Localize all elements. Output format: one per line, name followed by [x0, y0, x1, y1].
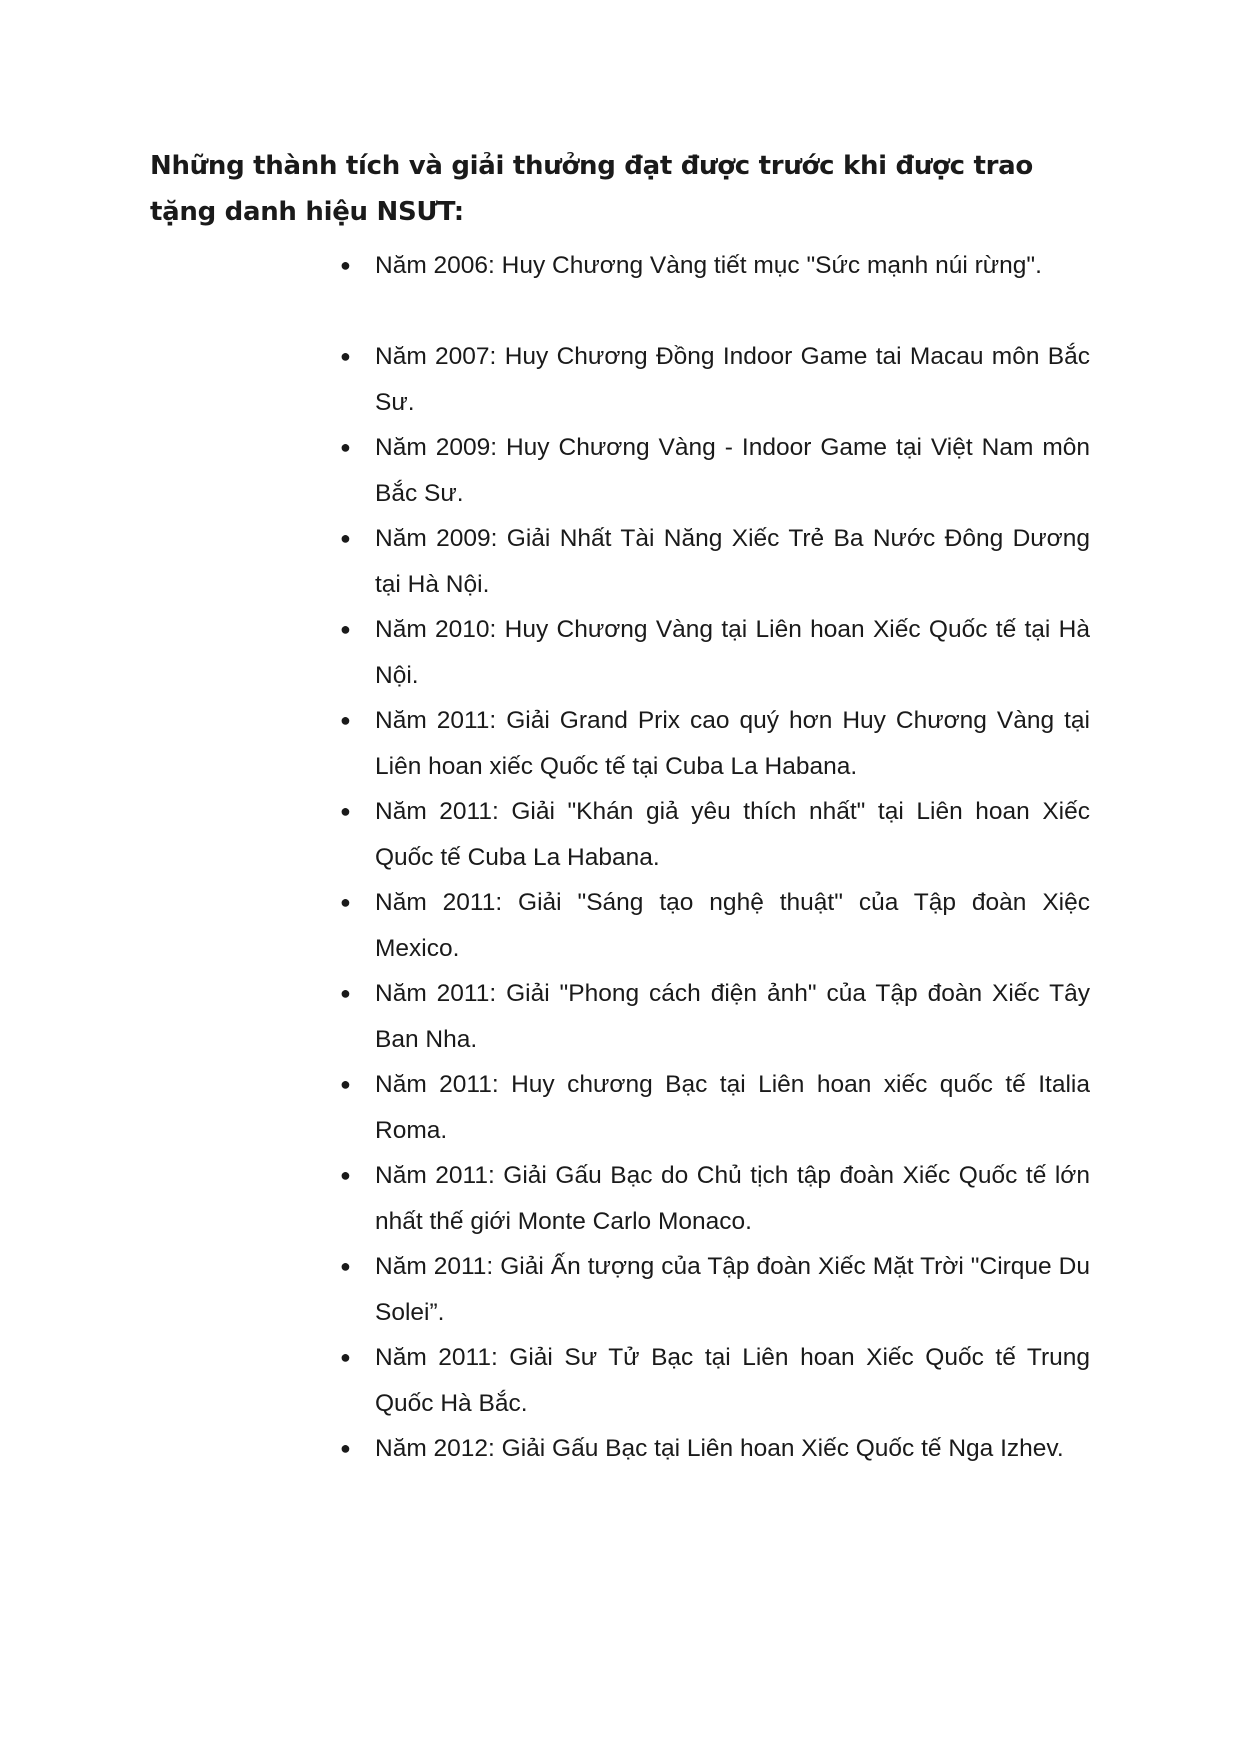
list-item [340, 1335, 1090, 1426]
list-item [340, 334, 1090, 425]
bullet-icon: ● [340, 983, 351, 1003]
bullet-icon: ● [340, 437, 351, 457]
list-item-text: Năm 2010: Huy Chương Vàng tại Liên hoan Xiếc Quốc tế tại Hà Nội. [375, 616, 1090, 689]
bullet-icon: ● [340, 528, 351, 548]
bullet-icon: ● [340, 619, 351, 639]
list-item [340, 516, 1090, 607]
bullet-icon: ● [340, 255, 351, 275]
list-item [340, 243, 1090, 334]
list-item [340, 789, 1090, 880]
list-item-text: Năm 2007: Huy Chương Đồng Indoor Game tai Macau môn Bắc Sư. [375, 343, 1090, 416]
list-item-text: Năm 2011: Giải Grand Prix cao quý hơn Huy Chương Vàng tại Liên hoan xiếc Quốc tế tại Cuba La Habana. [375, 707, 1090, 780]
list-item [340, 1062, 1090, 1153]
list-item-text: Năm 2011: Giải Sư Tử Bạc tại Liên hoan Xiếc Quốc tế Trung Quốc Hà Bắc. [375, 1344, 1090, 1417]
bullet-icon: ● [340, 1074, 351, 1094]
list-item [340, 1153, 1090, 1244]
list-item-text: Năm 2011: Giải "Sáng tạo nghệ thuật" của Tập đoàn Xiệc Mexico. [375, 889, 1090, 962]
achievement-list [340, 243, 1090, 1517]
list-item [340, 607, 1090, 698]
list-item [340, 425, 1090, 516]
bullet-icon: ● [340, 1438, 351, 1458]
list-item-text: Năm 2011: Giải Ấn tượng của Tập đoàn Xiếc Mặt Trời "Cirque Du Solei”. [375, 1253, 1090, 1326]
list-item-text: Năm 2011: Huy chương Bạc tại Liên hoan xiếc quốc tế Italia Roma. [375, 1071, 1090, 1144]
list-item [340, 1244, 1090, 1335]
list-item [340, 971, 1090, 1062]
bullet-icon: ● [340, 710, 351, 730]
list-item-text: Năm 2011: Giải Gấu Bạc do Chủ tịch tập đoàn Xiếc Quốc tế lớn nhất thế giới Monte Carlo Monaco. [375, 1162, 1090, 1235]
list-item-text: Năm 2011: Giải "Khán giả yêu thích nhất" tại Liên hoan Xiếc Quốc tế Cuba La Habana. [375, 798, 1090, 871]
list-item-text: Năm 2011: Giải "Phong cách điện ảnh" của Tập đoàn Xiếc Tây Ban Nha. [375, 980, 1090, 1053]
list-item-text: Năm 2012: Giải Gấu Bạc tại Liên hoan Xiếc Quốc tế Nga Izhev. [375, 1435, 1064, 1462]
list-item [340, 1426, 1090, 1517]
bullet-icon: ● [340, 801, 351, 821]
bullet-icon: ● [340, 892, 351, 912]
list-item [340, 880, 1090, 971]
bullet-icon: ● [340, 1165, 351, 1185]
list-item-text: Năm 2009: Huy Chương Vàng - Indoor Game tại Việt Nam môn Bắc Sư. [375, 434, 1090, 507]
bullet-icon: ● [340, 1256, 351, 1276]
section-heading: Những thành tích và giải thưởng đạt được trước khi được trao tặng danh hiệu NSƯT: [150, 151, 1033, 227]
bullet-icon: ● [340, 346, 351, 366]
list-item-text: Năm 2009: Giải Nhất Tài Năng Xiếc Trẻ Ba Nước Đông Dương tại Hà Nội. [375, 525, 1090, 598]
list-item-text: Năm 2006: Huy Chương Vàng tiết mục "Sức mạnh núi rừng". [375, 252, 1042, 279]
bullet-icon: ● [340, 1347, 351, 1367]
list-item [340, 698, 1090, 789]
